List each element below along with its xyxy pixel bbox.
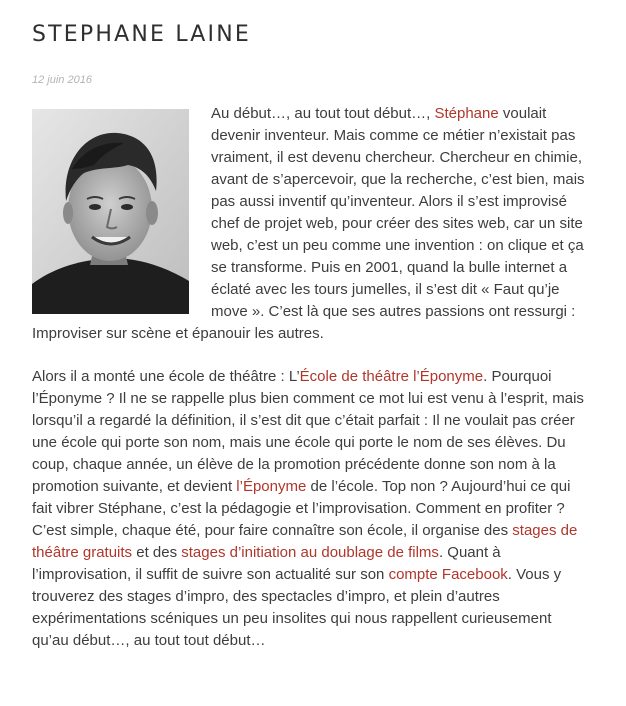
link-facebook[interactable]: compte Facebook	[388, 566, 508, 583]
post-title: STEPHANE LAINE	[32, 22, 251, 47]
p2-text-5: . Quant à l’improvisation, il suffit de suivre son actualité sur son	[32, 544, 501, 583]
p2-text-2: . Pourquoi l’Éponyme ? Il ne se rappelle plus bien comment ce mot lui est venu à l’esprit, mais lorsqu’il a regardé la définition, il s’est dit que c’était parfait : Il ne voulait pas créer une école qui porte son nom, mais une école qui porte le nom de ses élèves. Du coup, chaque année, un élève de la promotion précédente donne son nom à la promotion suivante, et devient	[32, 368, 584, 495]
portrait-photo	[32, 109, 189, 314]
post-content	[32, 103, 592, 652]
p2-text-6: . Vous y trouverez des stages d’impro, des spectacles d’impro, et plein d’autres expérimentations scéniques un peu insolites qui nous rappellent curieusement qu’au début…, au tout tout début…	[32, 566, 562, 649]
p2-text-1: Alors il a monté une école de théâtre : L’	[32, 368, 300, 385]
p2-text-4: et des	[132, 544, 182, 561]
p2-text-3: de l’école. Top non ? Aujourd’hui ce qui fait vibrer Stéphane, c’est la pédagogie et l’improvisation. Comment en profiter ? C’est simple, chaque été, pour faire connaître son école, il organise des	[32, 478, 571, 539]
portrait-photo-image	[32, 109, 189, 314]
p1-text-1: Au début…, au tout tout début…,	[211, 105, 435, 122]
post-date: 12 juin 2016	[32, 74, 92, 86]
link-stages-gratuits[interactable]: stages de théâtre gratuits	[32, 522, 578, 561]
link-stages-doublage[interactable]: stages d’initiation au doublage de films	[181, 544, 439, 561]
link-stephane[interactable]: Stéphane	[434, 105, 499, 122]
link-eponyme[interactable]: l’Éponyme	[236, 478, 307, 495]
paragraph-2	[32, 366, 592, 652]
p1-text-2: voulait devenir inventeur. Mais comme ce métier n’existait pas vraiment, il est devenu chercheur. Chercheur en chimie, avant de s’apercevoir, que la recherche, c’est bien, mais pas aussi inventif qu’inventeur. Alors il s’est improvisé chef de projet web, pour créer des sites web, car un site web, c’est un peu comme une invention : on clique et ça se transforme. Puis en 2001, quand la bulle internet a éclaté avec les tours jumelles, il s’est dit « Faut qu’je move ». C’est là que ses autres passions ont ressurgi : Improviser sur scène et épanouir les autres.	[32, 105, 585, 342]
link-ecole-theatre[interactable]: École de théâtre l’Éponyme	[299, 368, 484, 385]
